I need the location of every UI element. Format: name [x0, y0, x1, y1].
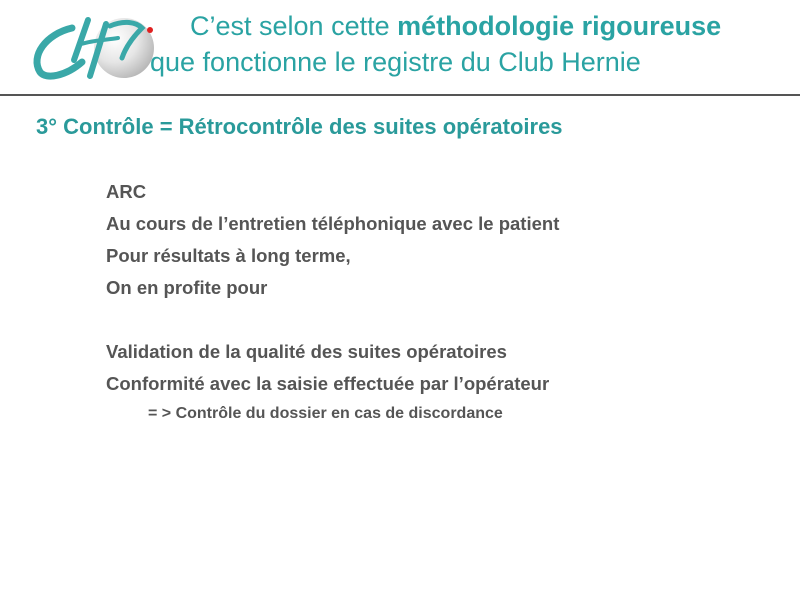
body-line-arc: ARC [106, 181, 147, 202]
section-heading: 3° Contrôle = Rétrocontrôle des suites opératoires [36, 114, 563, 139]
header-divider [0, 94, 800, 96]
body-line-conformite: Conformité avec la saisie effectuée par l’opérateur [106, 373, 550, 394]
slide-title-prefix: C’est selon cette [190, 11, 398, 41]
club-hernie-logo-icon [26, 6, 166, 92]
body-text-list [106, 176, 559, 428]
slide-title-line-1 [150, 8, 795, 44]
slide-title-line-2: que fonctionne le registre du Club Hernie [150, 47, 641, 77]
body-spacer [106, 304, 559, 336]
slide-title [150, 8, 795, 80]
body-line-entretien: Au cours de l’entretien téléphonique avec le patient [106, 213, 560, 234]
body-line-validation: Validation de la qualité des suites opératoires [106, 341, 507, 362]
body-line-long-terme: Pour résultats à long terme, [106, 245, 351, 266]
slide-title-emphasis: méthodologie rigoureuse [397, 11, 722, 41]
body-line-profite: On en profite pour [106, 277, 268, 298]
body-sub-line-controle: = > Contrôle du dossier en cas de discordance [148, 405, 503, 422]
